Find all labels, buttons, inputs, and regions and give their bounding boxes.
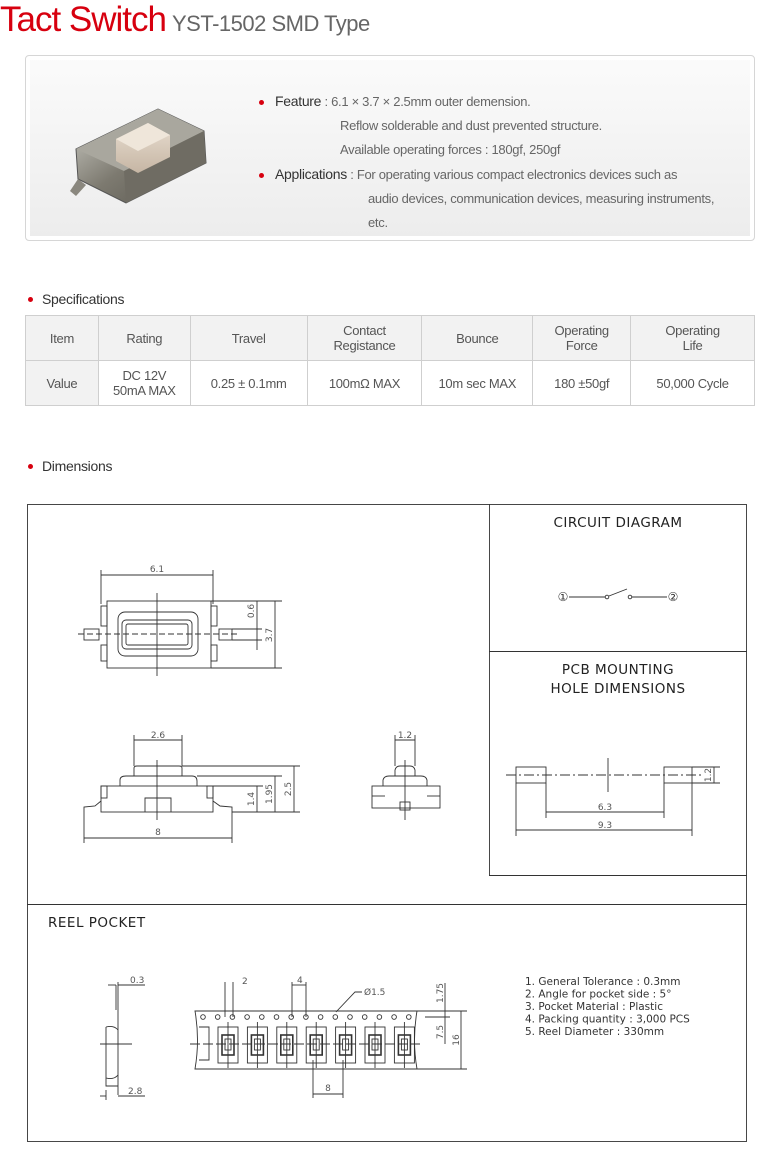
dim-label: 7.5 bbox=[436, 1024, 446, 1040]
bullet-icon bbox=[259, 173, 264, 178]
sprocket-hole bbox=[201, 1015, 206, 1020]
dim-label: 1.2 bbox=[704, 767, 714, 783]
tape-pocket bbox=[218, 1022, 238, 1068]
feature-text: Reflow solderable and dust prevented structure. bbox=[340, 118, 602, 133]
applications-line: Applications : For operating various compact electronics devices such as bbox=[275, 166, 678, 182]
reel-note: 1. General Tolerance : 0.3mm bbox=[525, 976, 681, 988]
sprocket-hole bbox=[260, 1015, 265, 1020]
pin-2-label: ② bbox=[667, 590, 679, 604]
bullet-icon bbox=[28, 464, 33, 469]
sprocket-hole bbox=[289, 1015, 294, 1020]
top-view-drawing bbox=[78, 570, 282, 676]
applications-text: For operating various compact electronics devices such as bbox=[356, 167, 678, 182]
headers-cell: Item bbox=[26, 316, 99, 361]
tape-pocket bbox=[394, 1022, 414, 1068]
applications-text: audio devices, communication devices, measuring instruments, bbox=[368, 191, 715, 206]
dim-label: 1.75 bbox=[436, 982, 446, 1004]
sprocket-hole bbox=[407, 1015, 412, 1020]
feature-line: Feature : 6.1 × 3.7 × 2.5mm outer demension. bbox=[275, 93, 531, 109]
reel-note: 5. Reel Diameter : 330mm bbox=[525, 1026, 665, 1038]
dim-label: Ø1.5 bbox=[364, 988, 386, 998]
dim-label: 6.1 bbox=[149, 565, 165, 575]
dim-label: 4 bbox=[297, 976, 303, 986]
values-cell: DC 12V 50mA MAX bbox=[98, 361, 190, 406]
reel-cross-section bbox=[100, 982, 145, 1100]
values-cell: 10m sec MAX bbox=[422, 361, 533, 406]
sprocket-hole bbox=[333, 1015, 338, 1020]
dim-label: 6.3 bbox=[597, 803, 613, 813]
feature-text: 6.1 × 3.7 × 2.5mm outer demension. bbox=[331, 94, 531, 109]
headers-cell: Contact Registance bbox=[307, 316, 422, 361]
dimension-drawings bbox=[27, 504, 748, 1143]
title-subtitle: YST-1502 SMD Type bbox=[172, 11, 370, 36]
values-cell: 0.25 ± 0.1mm bbox=[190, 361, 307, 406]
pin-1-label: ① bbox=[557, 590, 569, 604]
circuit-diagram-title: CIRCUIT DIAGRAM bbox=[553, 515, 683, 531]
table-row bbox=[26, 361, 755, 406]
headers-cell: Operating Life bbox=[631, 316, 755, 361]
drawing-frame bbox=[28, 505, 747, 1142]
dim-label: 16 bbox=[452, 1034, 462, 1046]
bullet-icon bbox=[259, 100, 264, 105]
tape-pocket bbox=[247, 1022, 267, 1068]
sprocket-hole bbox=[274, 1015, 279, 1020]
specifications-heading: Specifications bbox=[42, 291, 125, 307]
headers-cell: Operating Force bbox=[533, 316, 631, 361]
applications-label: Applications bbox=[275, 166, 347, 182]
values-cell: 100mΩ MAX bbox=[307, 361, 422, 406]
feature-box bbox=[25, 55, 755, 241]
circuit-diagram bbox=[569, 589, 667, 599]
dim-label: 1.4 bbox=[247, 791, 257, 807]
table-header-row bbox=[26, 316, 755, 361]
headers-cell: Bounce bbox=[422, 316, 533, 361]
reel-note: 2. Angle for pocket side : 5° bbox=[525, 988, 672, 1001]
dim-label: 2.5 bbox=[284, 781, 294, 797]
tape-pocket bbox=[277, 1022, 297, 1068]
sprocket-hole bbox=[392, 1015, 397, 1020]
reel-note: 3. Pocket Material : Plastic bbox=[525, 1001, 663, 1013]
dimensions-heading: Dimensions bbox=[42, 458, 113, 474]
sprocket-hole bbox=[318, 1015, 323, 1020]
sprocket-hole bbox=[230, 1015, 235, 1020]
reel-pocket-title: REEL POCKET bbox=[48, 915, 146, 931]
product-image bbox=[66, 101, 226, 211]
values-cell: 180 ±50gf bbox=[533, 361, 631, 406]
sprocket-hole bbox=[245, 1015, 250, 1020]
feature-text: Available operating forces : 180gf, 250gf bbox=[340, 142, 561, 157]
dim-label: 8 bbox=[325, 1084, 331, 1094]
pcb-title-line-2: HOLE DIMENSIONS bbox=[550, 681, 686, 697]
tape-pocket bbox=[336, 1022, 356, 1068]
dim-label: 1.2 bbox=[397, 731, 413, 741]
sprocket-hole bbox=[215, 1015, 220, 1020]
tape-pocket bbox=[306, 1022, 326, 1068]
dim-label: 2 bbox=[242, 977, 248, 987]
values-cell: Value bbox=[26, 361, 99, 406]
specifications-table bbox=[25, 315, 755, 406]
dim-label: 2.8 bbox=[128, 1087, 143, 1097]
headers-cell: Travel bbox=[190, 316, 307, 361]
dim-label: 0.6 bbox=[247, 603, 257, 619]
title-main: Tact Switch bbox=[0, 0, 166, 39]
sprocket-hole bbox=[377, 1015, 382, 1020]
applications-text: etc. bbox=[368, 215, 388, 230]
page-title bbox=[0, 0, 370, 40]
headers-cell: Rating bbox=[98, 316, 190, 361]
end-view-drawing bbox=[372, 735, 440, 820]
dim-label: 2.6 bbox=[150, 731, 166, 741]
carrier-tape-drawing bbox=[190, 982, 467, 1098]
dim-label: 1.95 bbox=[265, 783, 275, 805]
reel-note: 4. Packing quantity : 3,000 PCS bbox=[525, 1013, 690, 1026]
sprocket-hole bbox=[348, 1015, 353, 1020]
dim-label: 8 bbox=[155, 828, 161, 838]
dim-label: 0.3 bbox=[130, 976, 145, 986]
dim-label: 9.3 bbox=[597, 821, 613, 831]
dim-label: 3.7 bbox=[265, 627, 275, 643]
feature-label: Feature bbox=[275, 93, 322, 109]
pcb-hole-drawing bbox=[506, 758, 720, 836]
tape-pocket bbox=[365, 1022, 385, 1068]
bullet-icon bbox=[28, 297, 33, 302]
values-cell: 50,000 Cycle bbox=[631, 361, 755, 406]
sprocket-hole bbox=[362, 1015, 367, 1020]
pcb-title-line-1: PCB MOUNTING bbox=[561, 662, 675, 678]
reel-notes bbox=[525, 976, 690, 1038]
